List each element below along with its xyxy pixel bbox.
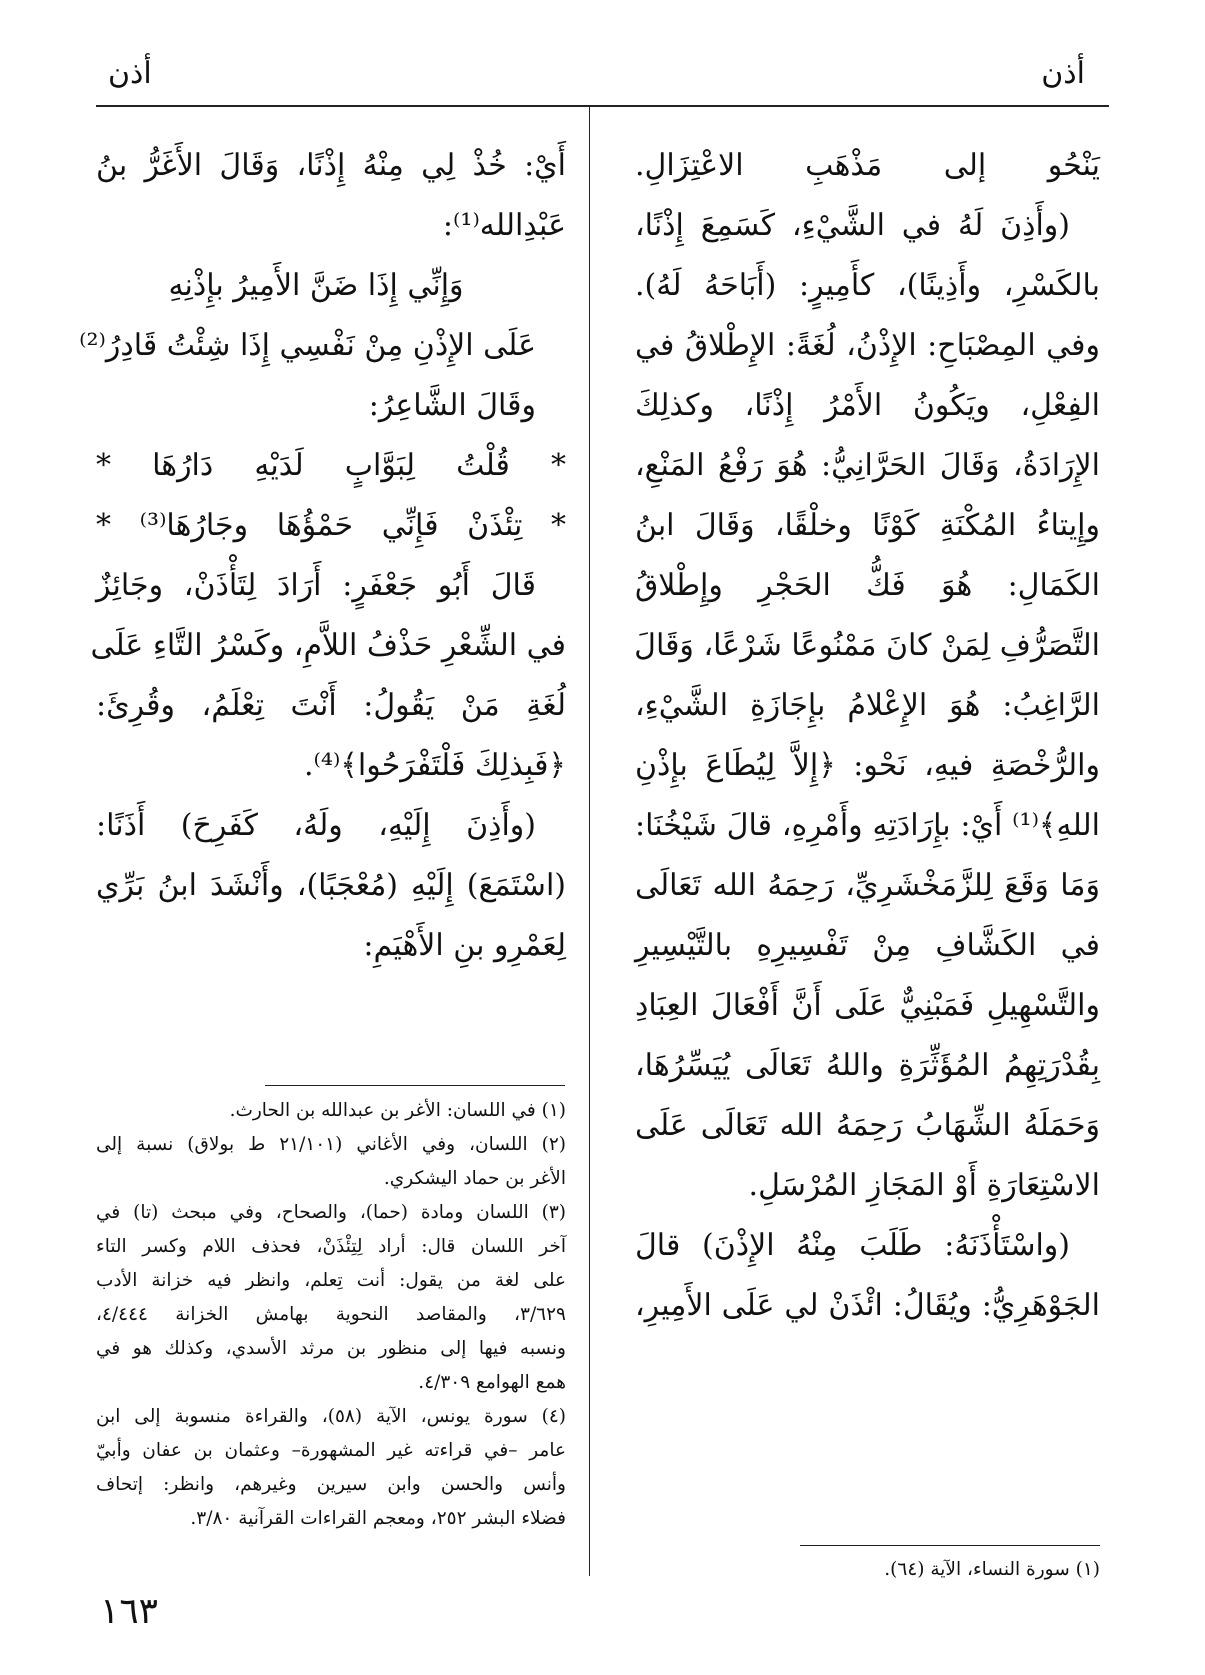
verse-line: * قُلْتُ لِبَوَّابٍ لَدَيْهِ دَارُهَا * — [96, 448, 566, 483]
text-line: الفِعْلِ، ويَكُونُ الأَمْرُ إِذْنًا، وكذلِكَ — [635, 388, 1100, 423]
left-column-text — [79, 136, 567, 976]
right-column-text — [635, 136, 1100, 1336]
text-line: (واسْتَأْذَنَهُ: طَلَبَ مِنْهُ الإِذْنَ) قالَ — [635, 1228, 1070, 1263]
footnote-line: (٢) اللسان، وفي الأغاني (٢١/١٠١ ط بولاق) نسبة إلى — [96, 1134, 566, 1155]
text-line: بالكَسْرِ، وأَذِينًا)، كأَمِيرٍ: (أَبَاحَهُ لَهُ). — [635, 268, 1100, 303]
text-line: ﴿فَبِذلِكَ فَلْتَفْرَحُوا﴾⁽⁴⁾. — [304, 748, 566, 783]
text-line: الجَوْهَرِيُّ: ويُقَالُ: ائْذَنْ لي عَلَى الأَمِيرِ، — [635, 1288, 1100, 1323]
text-line: لُغَةِ مَنْ يَقُولُ: أَنْتَ تِعْلَمُ، وقُرِئَ: — [96, 688, 566, 723]
text-line: لِعَمْرِو بنِ الأَهْيَمِ: — [363, 928, 566, 963]
text-line: اللهِ﴾⁽¹⁾ أَيْ: بإِرَادَتِهِ وأَمْرِهِ، قالَ شَيْخُنَا: — [635, 808, 1100, 843]
text-line: في الشِّعْرِ حَذْفُ اللاَّمِ، وكَسْرُ التَّاءِ عَلَى — [90, 628, 566, 663]
text-line: (وأَذِنَ لَهُ في الشَّيْءِ، كَسَمِعَ إِذْنًا، — [635, 208, 1070, 243]
running-head-right: أذن — [1041, 56, 1085, 91]
text-line: بِقُدْرَتِهِمُ المُؤَثِّرَةِ واللهُ تَعَالَى يُيَسِّرُهَا، — [635, 1048, 1100, 1083]
text-line: أَيْ: خُذْ لِي مِنْهُ إِذْنًا، وَقَالَ الأَغَرُّ بنُ — [96, 148, 566, 183]
text-line: (وأَذِنَ إِلَيْهِ، ولَهُ، كَفَرِحَ) أَذَنًا: — [96, 808, 536, 843]
verse-line: عَلَى الإِذْنِ مِنْ نَفْسِي إِذَا شِئْتُ قَادِرُ⁽²⁾ — [79, 328, 536, 363]
footnote-line: الأغر بن حماد اليشكري. — [383, 1168, 566, 1189]
text-line: يَنْحُو إلى مَذْهَبِ الاعْتِزَالِ. — [635, 148, 1100, 183]
footnote-rule-left — [265, 1085, 565, 1086]
verse-line: * تِئْذَنْ فَإِنِّي حَمْؤُهَا وجَارُهَا⁽³⁾ * — [96, 508, 567, 543]
text-line: وإِيتاءُ المُكْنَةِ كَوْنًا وخلْقًا، وَقَالَ ابنُ — [635, 508, 1100, 543]
footnote-line: (٤) سورة يونس، الآية (٥٨)، والقراءة منسوبة إلى ابن — [96, 1406, 566, 1427]
text-line: والتَّسْهِيلِ فَمَبْنِيٌّ عَلَى أَنَّ أَفْعَالَ العِبَادِ — [635, 988, 1100, 1023]
right-column-footnotes — [635, 1553, 1100, 1587]
page-number: ١٦٣ — [100, 1591, 159, 1632]
text-line: في الكَشَّافِ مِنْ تَفْسِيرِهِ بالتَّيْسِيرِ — [635, 928, 1100, 963]
footnote-line: عامر –في قراءته غير المشهورة– وعثمان بن عفان وأبيّ — [96, 1440, 566, 1461]
footnote-line: ونسبه فيها إلى منظور بن مرثد الأسدي، وكذلك هو في — [96, 1338, 566, 1359]
footnote-line: فضلاء البشر ٢٥٢، ومعجم القراءات القرآنية ٣/٨٠. — [190, 1508, 566, 1529]
footnote-line: (١) سورة النساء، الآية (٦٤). — [884, 1559, 1100, 1580]
text-line: (اسْتَمَعَ) إِلَيْهِ (مُعْجَبًا)، وأَنْشَدَ ابنُ بَرِّي — [96, 868, 566, 903]
verse-line: وَإِنِّي إِذَا ضَنَّ الأَمِيرُ بإِذْنِهِ — [168, 268, 464, 303]
left-column-footnotes — [96, 1094, 566, 1536]
footnote-line: وأنس والحسن وابن سيرين وغيرهم، وانظر: إتحاف — [96, 1474, 566, 1495]
text-line: الاسْتِعَارَةِ أَوْ المَجَازِ المُرْسَلِ. — [748, 1168, 1100, 1203]
footnote-line: (١) في اللسان: الأغر بن عبدالله بن الحارث. — [229, 1100, 566, 1121]
column-divider — [589, 106, 590, 1576]
text-line: التَّصَرُّفِ لِمَنْ كانَ مَمْنُوعًا شَرْعًا، وَقَالَ — [634, 628, 1100, 663]
text-line: الكَمَالِ: هُوَ فَكُّ الحَجْرِ وإِطْلاقُ — [635, 568, 1100, 603]
footnote-line: آخر اللسان قال: أراد لِتِئْذَنْ، فحذف اللام وكسر التاء — [96, 1236, 566, 1257]
footnote-line: همع الهوامع ٤/٣٠٩. — [418, 1372, 566, 1393]
running-head-left: أذن — [108, 56, 152, 91]
footnote-line: (٣) اللسان ومادة (حما)، والصحاح، وفي مبحث (تا) في — [96, 1202, 566, 1223]
text-line: قَالَ أَبُو جَعْفَرٍ: أَرَادَ لِتَأْذَنْ، وجَائِزٌ — [96, 568, 536, 603]
text-line: عَبْدِالله⁽¹⁾: — [442, 208, 566, 243]
text-line: الرَّاغِبُ: هُوَ الإِعْلامُ بإِجَازَةِ الشَّيْءِ، — [635, 688, 1100, 723]
header-rule — [96, 105, 1109, 107]
text-line: والرُّخْصَةِ فيهِ، نَحْو: ﴿إِلاَّ لِيُطَاعَ بإِذْنِ — [635, 748, 1100, 783]
text-line: وَحَمَلَهُ الشِّهَابُ رَحِمَهُ الله تَعَالَى عَلَى — [635, 1108, 1100, 1143]
text-line: وفي المِصْبَاحِ: الإِذْنُ، لُغَةً: الإِطْلاقُ في — [635, 328, 1100, 363]
text-line: الإِرَادَةُ، وَقَالَ الحَرَّانِيُّ: هُوَ رَفْعُ المَنْعِ، — [635, 448, 1100, 483]
footnote-rule-right — [800, 1545, 1100, 1546]
footnote-line: على لغة من يقول: أنت تِعلم، وانظر فيه خزانة الأدب — [96, 1270, 566, 1291]
text-line: وَمَا وَقَعَ لِلزَّمَخْشَرِيِّ، رَحِمَهُ الله تَعَالَى — [635, 868, 1100, 903]
footnote-line: ٣/٦٢٩، والمقاصد النحوية بهامش الخزانة ٤/٤٤٤، — [96, 1304, 566, 1325]
text-line: وقَالَ الشَّاعِرُ: — [368, 388, 536, 423]
